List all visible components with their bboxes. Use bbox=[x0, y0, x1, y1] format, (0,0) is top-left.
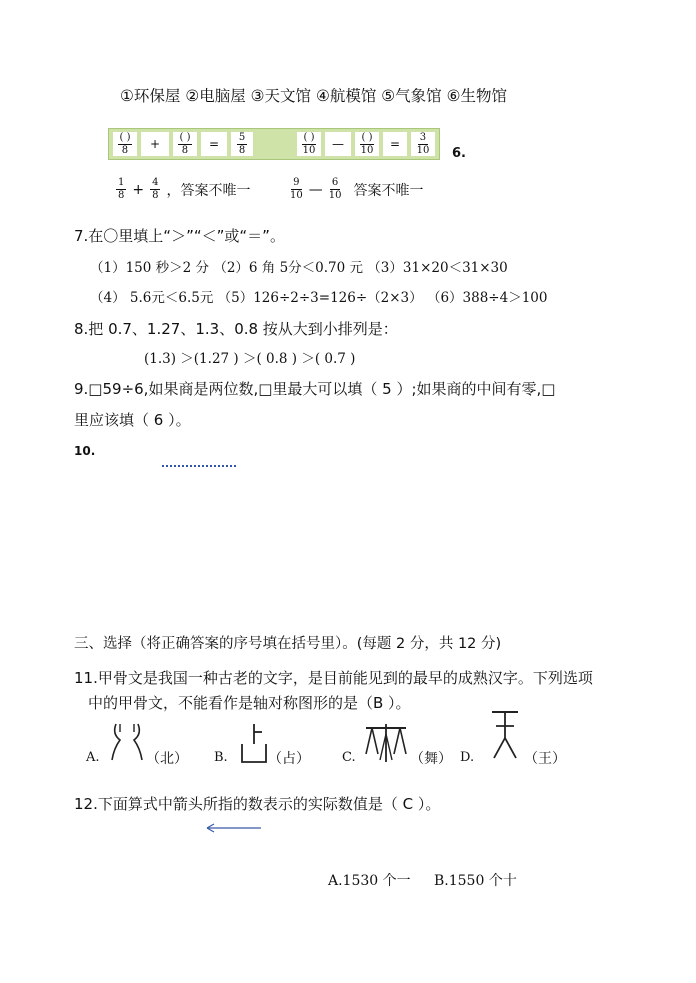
option-a-letter: A. bbox=[86, 750, 100, 765]
left-arrow-icon bbox=[205, 822, 263, 834]
q10-number: 10. bbox=[74, 444, 96, 458]
minus-sign: — bbox=[325, 132, 351, 156]
option-b-letter: B. bbox=[214, 750, 228, 765]
option-d-letter: D. bbox=[460, 750, 475, 765]
option-b-char: （占） bbox=[268, 751, 310, 767]
q6-answer-2: $\frac{9}{10}$ — $\frac{6}{10}$ 答案不唯一 bbox=[290, 177, 424, 201]
q7-title: 7.在〇里填上“＞”“＜”或“＝”。 bbox=[74, 227, 285, 245]
q12-option-b: B.1550 个十 bbox=[434, 873, 517, 889]
q7-row-1: （1）150 秒＞2 分 （2）6 角 5分＜0.70 元 （3）31×20＜31×30 bbox=[90, 260, 508, 276]
oracle-bei-glyph bbox=[106, 720, 148, 764]
result-fraction-left: $\frac{5}{8}$ bbox=[231, 132, 253, 156]
equals-sign-2: = bbox=[383, 132, 407, 156]
q8-answer: (1.3) ＞(1.27 ) ＞( 0.8 ) ＞( 0.7 ) bbox=[144, 351, 356, 367]
q11-line-2: 中的甲骨文，不能看作是轴对称图形的是（B ）。 bbox=[88, 694, 411, 712]
option-c-char: （舞） bbox=[410, 751, 452, 767]
plus-sign: + bbox=[141, 132, 169, 156]
option-c-letter: C. bbox=[342, 750, 356, 765]
q9-line-1: 9.□59÷6,如果商是两位数,□里最大可以填（ 5 ）;如果商的中间有零,□ bbox=[74, 380, 556, 398]
dotted-line bbox=[162, 465, 236, 467]
q12-option-a: A.1530 个一 bbox=[328, 873, 411, 889]
venues-line: ①环保屋 ②电脑屋 ③天文馆 ④航模馆 ⑤气象馆 ⑥生物馆 bbox=[120, 87, 508, 105]
blank-fraction-4: $\frac{( )}{10}$ bbox=[355, 132, 379, 156]
option-d-char: （王） bbox=[524, 751, 566, 767]
q6-number: 6. bbox=[452, 146, 466, 161]
result-fraction-right: $\frac{3}{10}$ bbox=[411, 132, 435, 156]
q9-line-2: 里应该填（ 6 ）。 bbox=[74, 411, 191, 429]
q12-title: 12.下面算式中箭头所指的数表示的实际数值是（ C ）。 bbox=[74, 795, 441, 813]
blank-fraction-2: $\frac{( )}{8}$ bbox=[173, 132, 197, 156]
q7-row-2: （4） 5.6元＜6.5元 （5）126÷2÷3=126÷（2×3） （6）388÷4＞100 bbox=[90, 290, 548, 306]
oracle-wu-glyph bbox=[362, 720, 410, 766]
blank-fraction-1: $\frac{( )}{8}$ bbox=[113, 132, 137, 156]
blank-fraction-3: $\frac{( )}{10}$ bbox=[297, 132, 321, 156]
oracle-zhan-glyph bbox=[238, 722, 272, 766]
fraction-strip bbox=[108, 128, 440, 160]
q8-title: 8.把 0.7、1.27、1.3、0.8 按从大到小排列是： bbox=[74, 320, 398, 338]
option-a-char: （北） bbox=[146, 751, 188, 767]
oracle-wang-glyph bbox=[488, 706, 522, 766]
q6-answer-1: $\frac{1}{8}$ + $\frac{4}{8}$ ，答案不唯一 bbox=[118, 177, 251, 201]
equals-sign: = bbox=[201, 132, 227, 156]
q11-line-1: 11.甲骨文是我国一种古老的文字，是目前能见到的最早的成熟汉字。下列选项 bbox=[74, 669, 593, 687]
section-3-title: 三、选择（将正确答案的序号填在括号里）。(每题 2 分，共 12 分) bbox=[74, 636, 502, 652]
